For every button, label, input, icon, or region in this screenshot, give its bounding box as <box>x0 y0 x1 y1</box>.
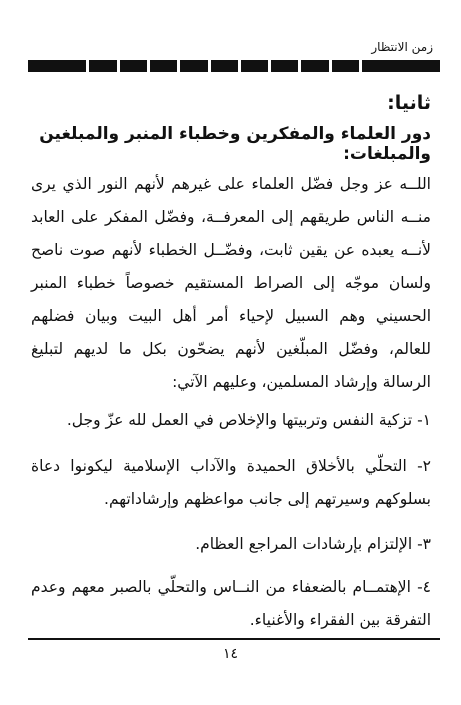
list-item: ١- تزكية النفس وتربيتها والإخلاص في العمل لله عزّ وجل. <box>66 411 431 429</box>
footer-divider <box>28 638 440 640</box>
header-bar-segment <box>180 60 207 72</box>
header-bar-segment <box>211 60 238 72</box>
header-bar-segment <box>120 60 147 72</box>
header-bar-segment <box>28 60 86 72</box>
body-paragraph: اللــه عز وجل فضّل العلماء على غيرهم لأنهم النور الذي يرى منــه الناس طريقهم إلى المعرفــة، وفضّل المفكر على العابد لأنــه يعبده عن يقين ثابت، وفضّــل الخطباء لأنهم صوت ناصح ولسان موجّه إلى الصراط المستقيم خصوصاً خطباء المنبر الحسيني وهم السبيل لإحياء أمر أهل البيت وبيان فضلهم للعالم، وفضّل المبلّغين لأنهم يضحّون بكل ما لديهم لتبليغ الرسالة وإرشاد المسلمين، وعليهم الآتي: <box>31 175 431 391</box>
subheading-second: ثانيا: <box>387 92 431 114</box>
section-heading: دور العلماء والمفكرين وخطباء المنبر والمبلغين والمبلغات: <box>39 124 431 164</box>
header-decorative-bar <box>28 60 440 72</box>
list-item: ٣- الإلتزام بإرشادات المراجع العظام. <box>195 535 431 553</box>
header-bar-segment <box>362 60 440 72</box>
running-header: زمن الانتظار <box>371 40 433 54</box>
page-number: ١٤ <box>222 646 239 662</box>
header-bar-segment <box>301 60 328 72</box>
header-bar-segment <box>150 60 177 72</box>
header-bar-segment <box>271 60 298 72</box>
list-item: ٤- الإهتمــام بالضعفاء من النــاس والتحلّي بالصبر معهم وعدم التفرقة بين الفقراء والأغنياء. <box>31 578 431 629</box>
list-item: ٢- التحلّي بالأخلاق الحميدة والآداب الإسلامية ليكونوا دعاة بسلوكهم وسيرتهم إلى جانب مواعظهم وإرشاداتهم. <box>31 457 431 508</box>
header-bar-segment <box>332 60 359 72</box>
header-bar-segment <box>241 60 268 72</box>
header-bar-segment <box>89 60 116 72</box>
